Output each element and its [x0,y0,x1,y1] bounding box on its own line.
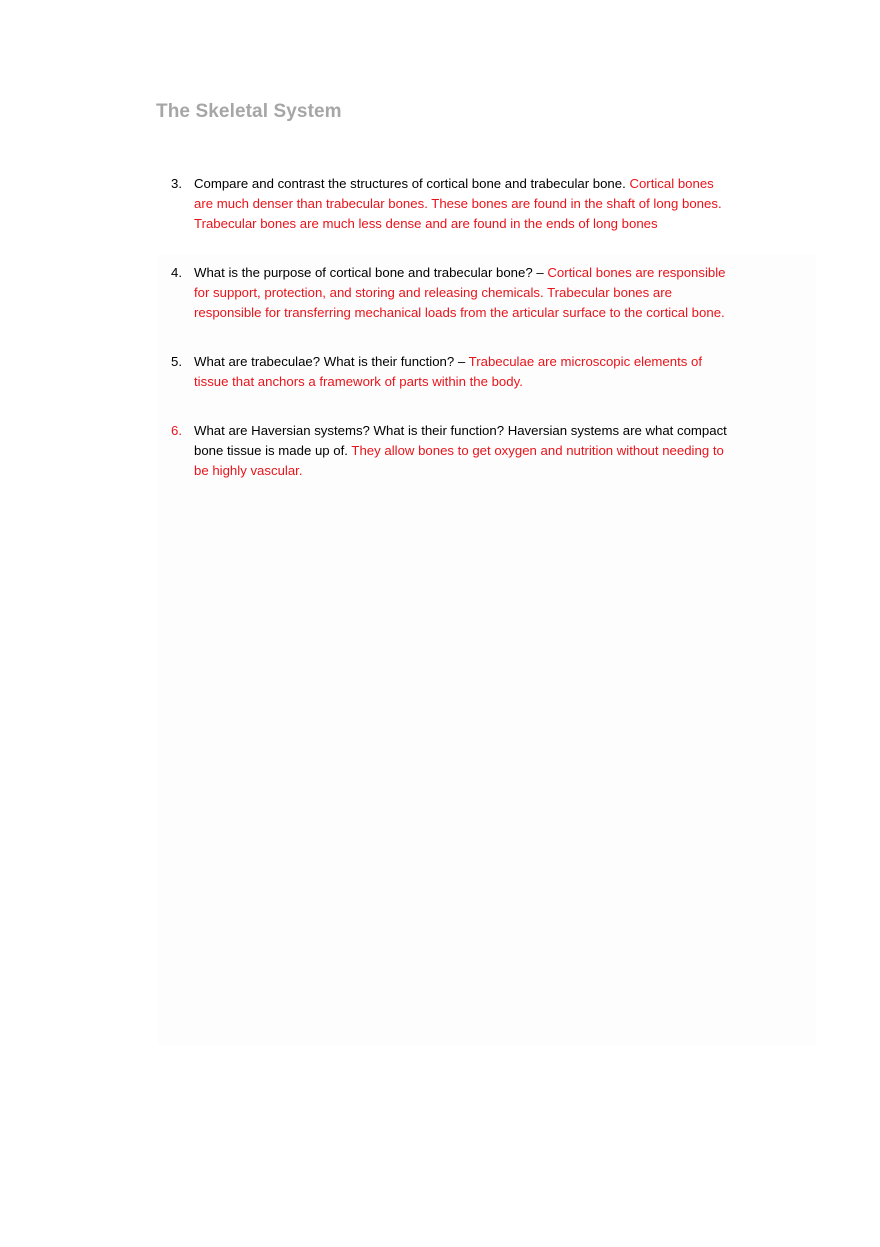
question-item-6 [171,421,731,481]
answer-text: Cortical bones are responsible for support, protection, and storing and releasing chemicals. Trabecular bones are responsible for transferring mechanical loads from the articular surface to the cortical bone. [194,265,726,320]
answer-text: Trabeculae are microscopic elements of tissue that anchors a framework of parts within the body. [194,354,702,389]
question-text: What is the purpose of cortical bone and trabecular bone? – [194,265,544,280]
question-text: Compare and contrast the structures of cortical bone and trabecular bone. [194,176,626,191]
question-text: What are Haversian systems? What is their function? Haversian systems are what compact bone tissue is made up of. [194,423,727,458]
document-title: The Skeletal System [156,101,342,122]
question-number: 5. [171,354,182,369]
question-item-3 [171,174,731,234]
answer-text: They allow bones to get oxygen and nutrition without needing to be highly vascular. [194,443,724,478]
question-number: 3. [171,176,182,191]
answer-text: Cortical bones are much denser than trabecular bones. These bones are found in the shaft of long bones. Trabecular bones are much less dense and are found in the ends of long bones [194,176,722,231]
question-number: 4. [171,265,182,280]
question-text: What are trabeculae? What is their function? – [194,354,466,369]
question-item-5 [171,352,731,392]
question-item-4 [171,263,731,323]
question-list [171,174,731,481]
question-number: 6. [171,423,182,438]
